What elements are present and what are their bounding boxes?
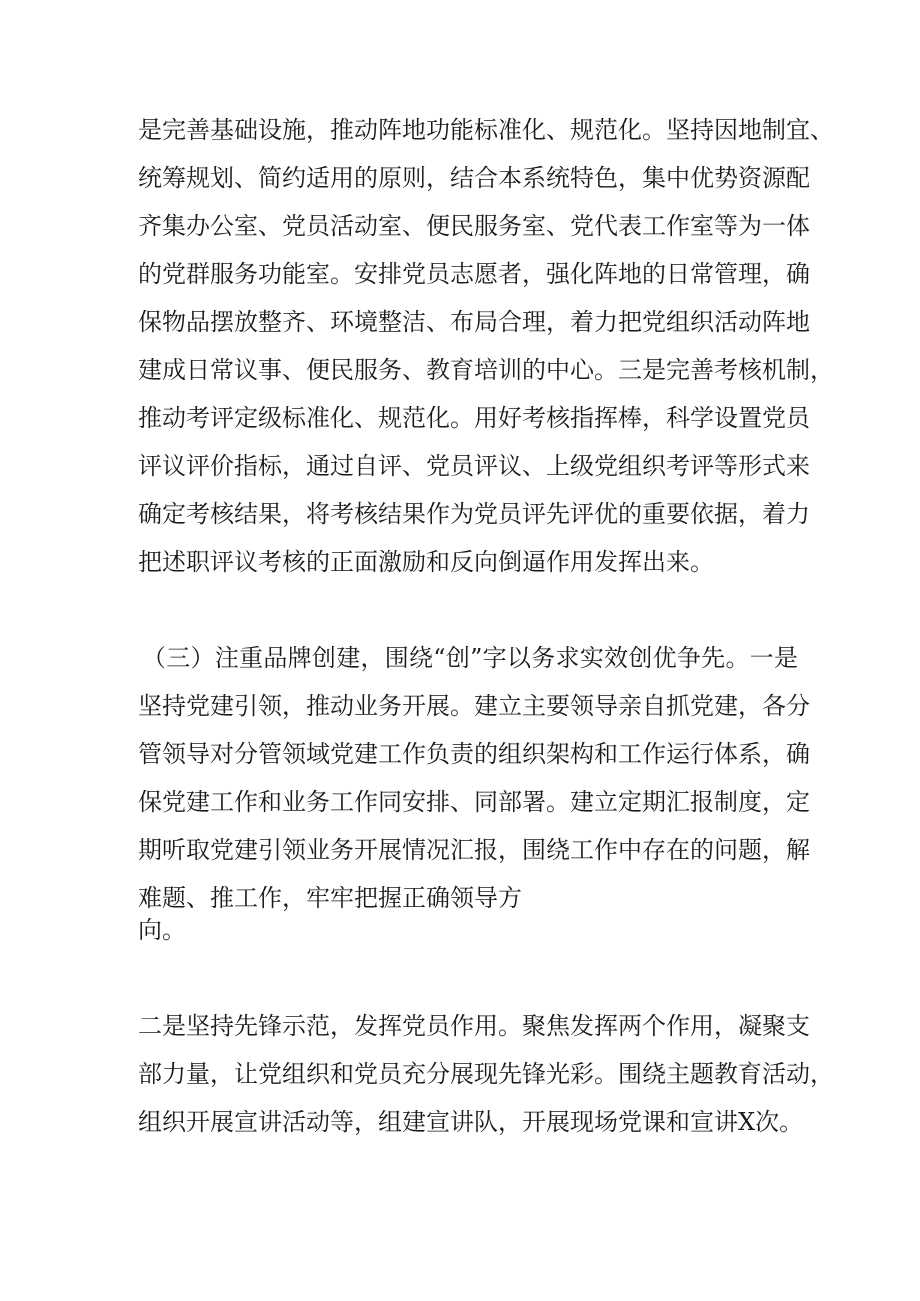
paragraph-1-line-8: 评议评价指标，通过自评、党员评议、上级党组织考评等形式来 [138, 452, 810, 480]
paragraph-2-line-4: 保党建工作和业务工作同安排、同部署。建立定期汇报制度，定 [138, 788, 810, 816]
paragraph-1-line-7: 推动考评定级标准化、规范化。用好考核指挥棒，科学设置党员 [138, 404, 810, 432]
paragraph-2-line-6: 难题、推工作，牢牢把握正确领导方 [138, 884, 522, 912]
paragraph-1-line-5: 保物品摆放整齐、环境整洁、布局合理，着力把党组织活动阵地 [138, 308, 810, 336]
paragraph-3-line-2: 部力量，让党组织和党员充分展现先锋光彩。围绕主题教育活动， [138, 1060, 834, 1088]
paragraph-2-line-7: 向。 [138, 916, 186, 944]
paragraph-2-line-3: 管领导对分管领域党建工作负责的组织架构和工作运行体系，确 [138, 740, 810, 768]
paragraph-1-line-10: 把述职评议考核的正面激励和反向倒逼作用发挥出来。 [138, 548, 714, 576]
paragraph-1-line-4: 的党群服务功能室。安排党员志愿者，强化阵地的日常管理，确 [138, 260, 810, 288]
paragraph-3-line-1: 二是坚持先锋示范，发挥党员作用。聚焦发挥两个作用，凝聚支 [138, 1012, 810, 1040]
paragraph-2-line-1: （三）注重品牌创建，围绕“创”字以务求实效创优争先。一是 [142, 644, 798, 672]
paragraph-1-line-3: 齐集办公室、党员活动室、便民服务室、党代表工作室等为一体 [138, 212, 810, 240]
paragraph-3-line-3: 组织开展宣讲活动等，组建宣讲队，开展现场党课和宣讲X次。 [138, 1108, 804, 1136]
paragraph-2-line-5: 期听取党建引领业务开展情况汇报，围绕工作中存在的问题，解 [138, 836, 810, 864]
paragraph-1-line-1: 是完善基础设施，推动阵地功能标准化、规范化。坚持因地制宜、 [138, 116, 834, 144]
paragraph-2-line-2: 坚持党建引领，推动业务开展。建立主要领导亲自抓党建，各分 [138, 692, 810, 720]
paragraph-1-line-2: 统筹规划、简约适用的原则，结合本系统特色，集中优势资源配 [138, 164, 810, 192]
paragraph-1-line-9: 确定考核结果，将考核结果作为党员评先评优的重要依据，着力 [138, 500, 810, 528]
paragraph-1-line-6: 建成日常议事、便民服务、教育培训的中心。三是完善考核机制， [138, 356, 834, 384]
